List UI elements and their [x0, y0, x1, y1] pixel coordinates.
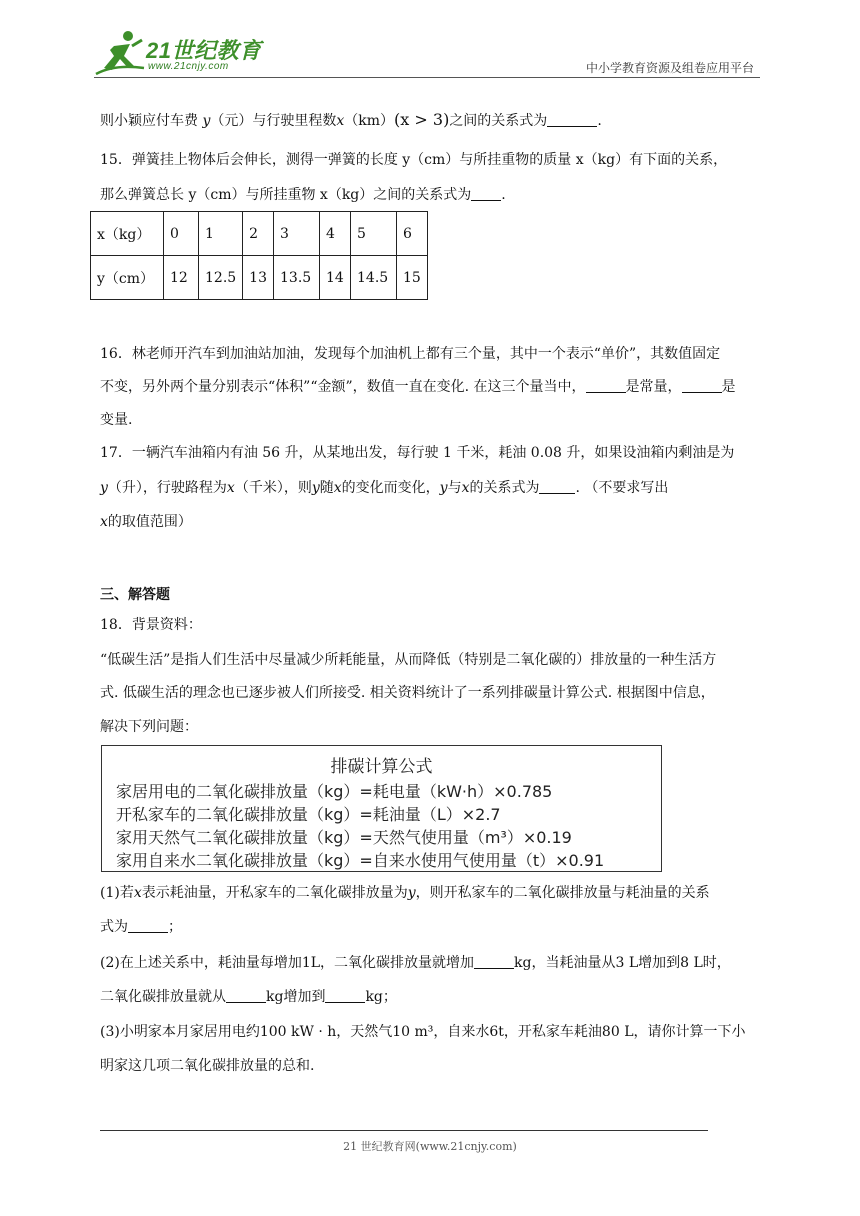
question-18-sub3-line2: 明家这几项二氧化碳排放量的总和.	[100, 1058, 315, 1074]
q17-text: 的关系式为	[469, 480, 540, 496]
q14-condition: (x > 3)	[394, 110, 450, 129]
question-15-line1: 15．弹簧挂上物体后会伸长，测得一弹簧的长度 y（cm）与所挂重物的质量 x（kg）有下面的关系，	[100, 152, 728, 168]
q16-text: 不变，另外两个量分别表示“体积”“金额”，数值一直在变化. 在这三个量当中，	[100, 379, 586, 395]
question-18-sub2-line1	[100, 953, 731, 973]
header-divider	[94, 77, 760, 78]
site-logo[interactable]	[94, 28, 264, 78]
table-row	[91, 212, 428, 256]
row-label-x: x（kg）	[91, 212, 164, 256]
platform-title: 中小学教育资源及组卷应用平台	[585, 61, 754, 75]
q16-text: 是常量，	[625, 379, 682, 395]
q14-text: （km）	[344, 113, 395, 129]
logo-url: www.21cnjy.com	[148, 61, 229, 72]
question-15-line2	[100, 185, 506, 205]
q16-text: 是	[721, 379, 736, 395]
question-18-sub2-line2	[100, 987, 397, 1007]
table-cell: 13	[243, 256, 274, 300]
sub1-text: 式为	[100, 919, 128, 935]
sub1-text: ；	[168, 919, 182, 935]
formula-title: 排碳计算公式	[330, 757, 433, 777]
q15-end: .	[501, 187, 506, 203]
table-cell: 4	[320, 212, 351, 256]
var-x: x	[100, 514, 108, 530]
var-x: x	[336, 113, 345, 129]
footer-divider	[100, 1130, 708, 1131]
var-x: x	[461, 480, 470, 496]
question-16-line2	[100, 377, 736, 397]
carbon-formula-box	[101, 745, 662, 872]
q17-text: 的变化而变化，	[341, 480, 440, 496]
sub1-text: 表示耗油量，开私家车的二氧化碳排放量为	[141, 885, 408, 901]
question-18-sub3-line1: (3)小明家本月家居用电约100 kW · h，天然气10 m³，自来水6t，开私家车耗油80 L，请你计算一下小	[100, 1024, 746, 1040]
var-y: y	[100, 480, 108, 496]
sub1-text: ，则开私家车的二氧化碳排放量与耗油量的关系	[415, 885, 710, 901]
q17-text: 的取值范围）	[107, 514, 192, 530]
table-cell: 6	[397, 212, 428, 256]
q14-text: （元）与行驶里程数	[210, 113, 337, 129]
row-label-y: y（cm）	[91, 256, 164, 300]
sub1-text: (1)若	[100, 885, 134, 901]
q17-text: （千米），则	[234, 480, 312, 496]
table-cell: 0	[164, 212, 199, 256]
sub2-text: kg；	[365, 989, 397, 1005]
q17-text: 随	[319, 480, 334, 496]
answer-blank[interactable]	[682, 379, 722, 393]
question-18-para1: “低碳生活”是指人们生活中尽量减少所耗能量，从而降低（特别是二氧化碳的）排放量的一种生活方	[100, 652, 717, 668]
question-17-line3	[100, 512, 192, 532]
question-18-sub1-line1	[100, 883, 710, 903]
table-cell: 5	[351, 212, 397, 256]
answer-blank[interactable]	[539, 480, 575, 494]
q14-end: .	[597, 113, 602, 129]
sub2-text: (2)在上述关系中，耗油量每增加1L，二氧化碳排放量就增加	[100, 955, 475, 971]
answer-blank[interactable]	[547, 113, 597, 127]
table-cell: 12.5	[199, 256, 243, 300]
table-cell: 12	[164, 256, 199, 300]
spring-data-table	[90, 211, 428, 300]
q17-text: 与	[447, 480, 462, 496]
running-figure-icon	[94, 28, 148, 78]
q17-text: （升），行驶路程为	[107, 480, 227, 496]
q14-text: 之间的关系式为	[449, 113, 548, 129]
var-x: x	[333, 480, 342, 496]
formula-row: 家用天然气二氧化碳排放量（kg）=天然气使用量（m³）×0.19	[116, 828, 572, 847]
question-16-line3: 变量.	[100, 412, 133, 428]
var-x: x	[226, 480, 235, 496]
question-18-para2: 式. 低碳生活的理念也已逐步被人们所接受. 相关资料统计了一系列排碳量计算公式. 根据图中信息，	[100, 685, 715, 701]
sub2-text: 二氧化碳排放量就从	[100, 989, 226, 1005]
answer-blank[interactable]	[325, 989, 365, 1003]
q17-text: . （不要求写出	[575, 480, 669, 496]
table-row	[91, 256, 428, 300]
q15-text: 那么弹簧总长 y（cm）与所挂重物 x（kg）之间的关系式为	[100, 187, 472, 203]
formula-row: 家用自来水二氧化碳排放量（kg）=自来水使用气使用量（t）×0.91	[116, 851, 605, 870]
answer-blank[interactable]	[471, 187, 501, 201]
var-y: y	[202, 113, 211, 129]
logo-text: 21世纪教育	[146, 38, 262, 63]
q14-text: 则小颖应付车费	[100, 113, 198, 129]
table-cell: 15	[397, 256, 428, 300]
var-y: y	[311, 480, 320, 496]
section-3-title: 三、解答题	[100, 587, 170, 603]
table-cell: 14.5	[351, 256, 397, 300]
formula-row: 家居用电的二氧化碳排放量（kg）=耗电量（kW·h）×0.785	[116, 782, 553, 801]
sub2-text: kg，当耗油量从3 L增加到8 L时，	[514, 955, 731, 971]
sub2-text: kg增加到	[266, 989, 326, 1005]
question-18-sub1-line2	[100, 917, 182, 937]
table-cell: 2	[243, 212, 274, 256]
table-cell: 14	[320, 256, 351, 300]
question-18-intro: 18．背景资料：	[100, 617, 202, 633]
var-y: y	[439, 480, 448, 496]
var-y: y	[407, 885, 416, 901]
table-cell: 13.5	[274, 256, 320, 300]
answer-blank[interactable]	[474, 955, 514, 969]
table-cell: 3	[274, 212, 320, 256]
question-16-line1: 16．林老师开汽车到加油站加油，发现每个加油机上都有三个量，其中一个表示“单价”，其数值固定	[100, 346, 721, 362]
question-14-tail	[100, 110, 602, 131]
question-18-para3: 解决下列问题：	[100, 719, 198, 735]
answer-blank[interactable]	[226, 989, 266, 1003]
formula-row: 开私家车的二氧化碳排放量（kg）=耗油量（L）×2.7	[116, 805, 501, 824]
question-17-line1: 17．一辆汽车油箱内有油 56 升，从某地出发，每行驶 1 千米，耗油 0.08 升，如果设油箱内剩油是为	[100, 445, 735, 461]
page-header	[94, 28, 760, 80]
answer-blank[interactable]	[586, 379, 626, 393]
answer-blank[interactable]	[128, 919, 168, 933]
var-x: x	[133, 885, 142, 901]
footer-text[interactable]: 21 世纪教育网(www.21cnjy.com)	[343, 1140, 517, 1153]
question-17-line2	[100, 478, 668, 498]
table-cell: 1	[199, 212, 243, 256]
